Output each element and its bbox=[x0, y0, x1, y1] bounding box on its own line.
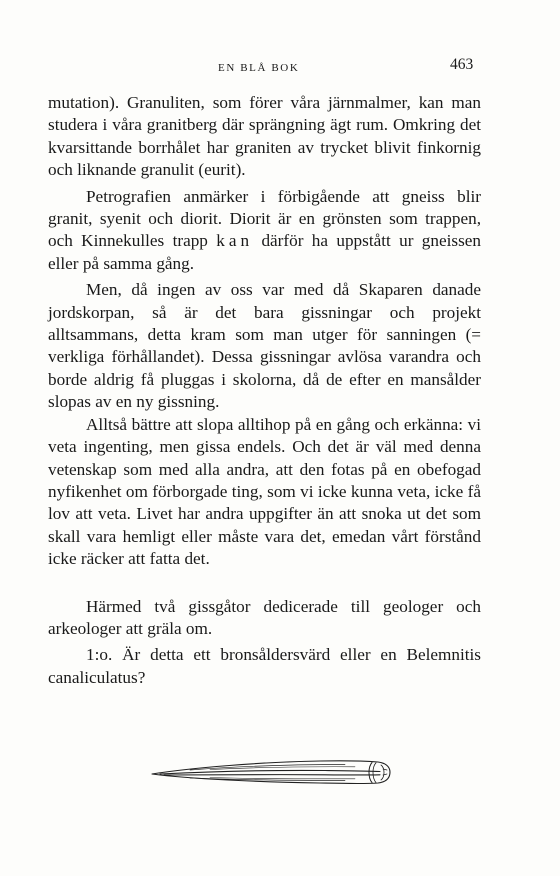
page-header bbox=[0, 56, 560, 80]
paragraph-5: Härmed två gissgåtor dedicerade till geologer och arkeologer att gräla om. bbox=[48, 596, 481, 638]
paragraph-3: Men, då ingen av oss var med då Skaparen danade jordskorpan, så är det bara gissningar och projekt alltsammans, detta kram som man utger för sanningen (= verkliga förhållandet). Dessa gissningar avlösa varandra och borde aldrig få pluggas i skolorna, då de efter en mansålder slopas av en ny gissning. bbox=[48, 280, 481, 412]
paragraph-2 bbox=[48, 186, 481, 276]
running-title: EN BLÅ BOK bbox=[218, 62, 300, 74]
paragraph-6: 1:o. Är detta ett bronsåldersvärd eller en Belemnitis canaliculatus? bbox=[48, 645, 481, 687]
body-text bbox=[48, 92, 481, 689]
paragraph-2-start: Petrografien anmärker i förbigående att gneiss blir granit, syenit och diorit. Diorit är en grönsten som trappen, och Kinnekulles trapp bbox=[48, 186, 481, 251]
page-number: 463 bbox=[450, 56, 474, 73]
emphasized-word: kan bbox=[216, 231, 254, 251]
paragraph-1: mutation). Granuliten, som förer våra järnmalmer, kan man studera i våra granitberg där sprängning ägt rum. Omkring det kvarsittande borrhålet har graniten av trycket blivit finkornig och liknande granulit (eurit). bbox=[48, 93, 481, 180]
bronze-sword-belemnite-drawing-icon bbox=[150, 752, 400, 792]
paragraph-4: Alltså bättre att slopa alltihop på en gång och erkänna: vi veta ingenting, men gissa endels. Och det är väl med denna vetenskap som med alla andra, att den fotas på en obefogad nyfikenhet om förborgade ting, som vi icke kunna veta, icke få lov att veta. Livet har andra uppgifter än att snoka ut det som skall vara hemligt eller måste vara det, emedan vårt förstånd icke räcker att fatta det. bbox=[48, 414, 481, 569]
paragraph-2-end: därför ha uppstått ur gneissen eller på samma gång. bbox=[48, 231, 482, 273]
